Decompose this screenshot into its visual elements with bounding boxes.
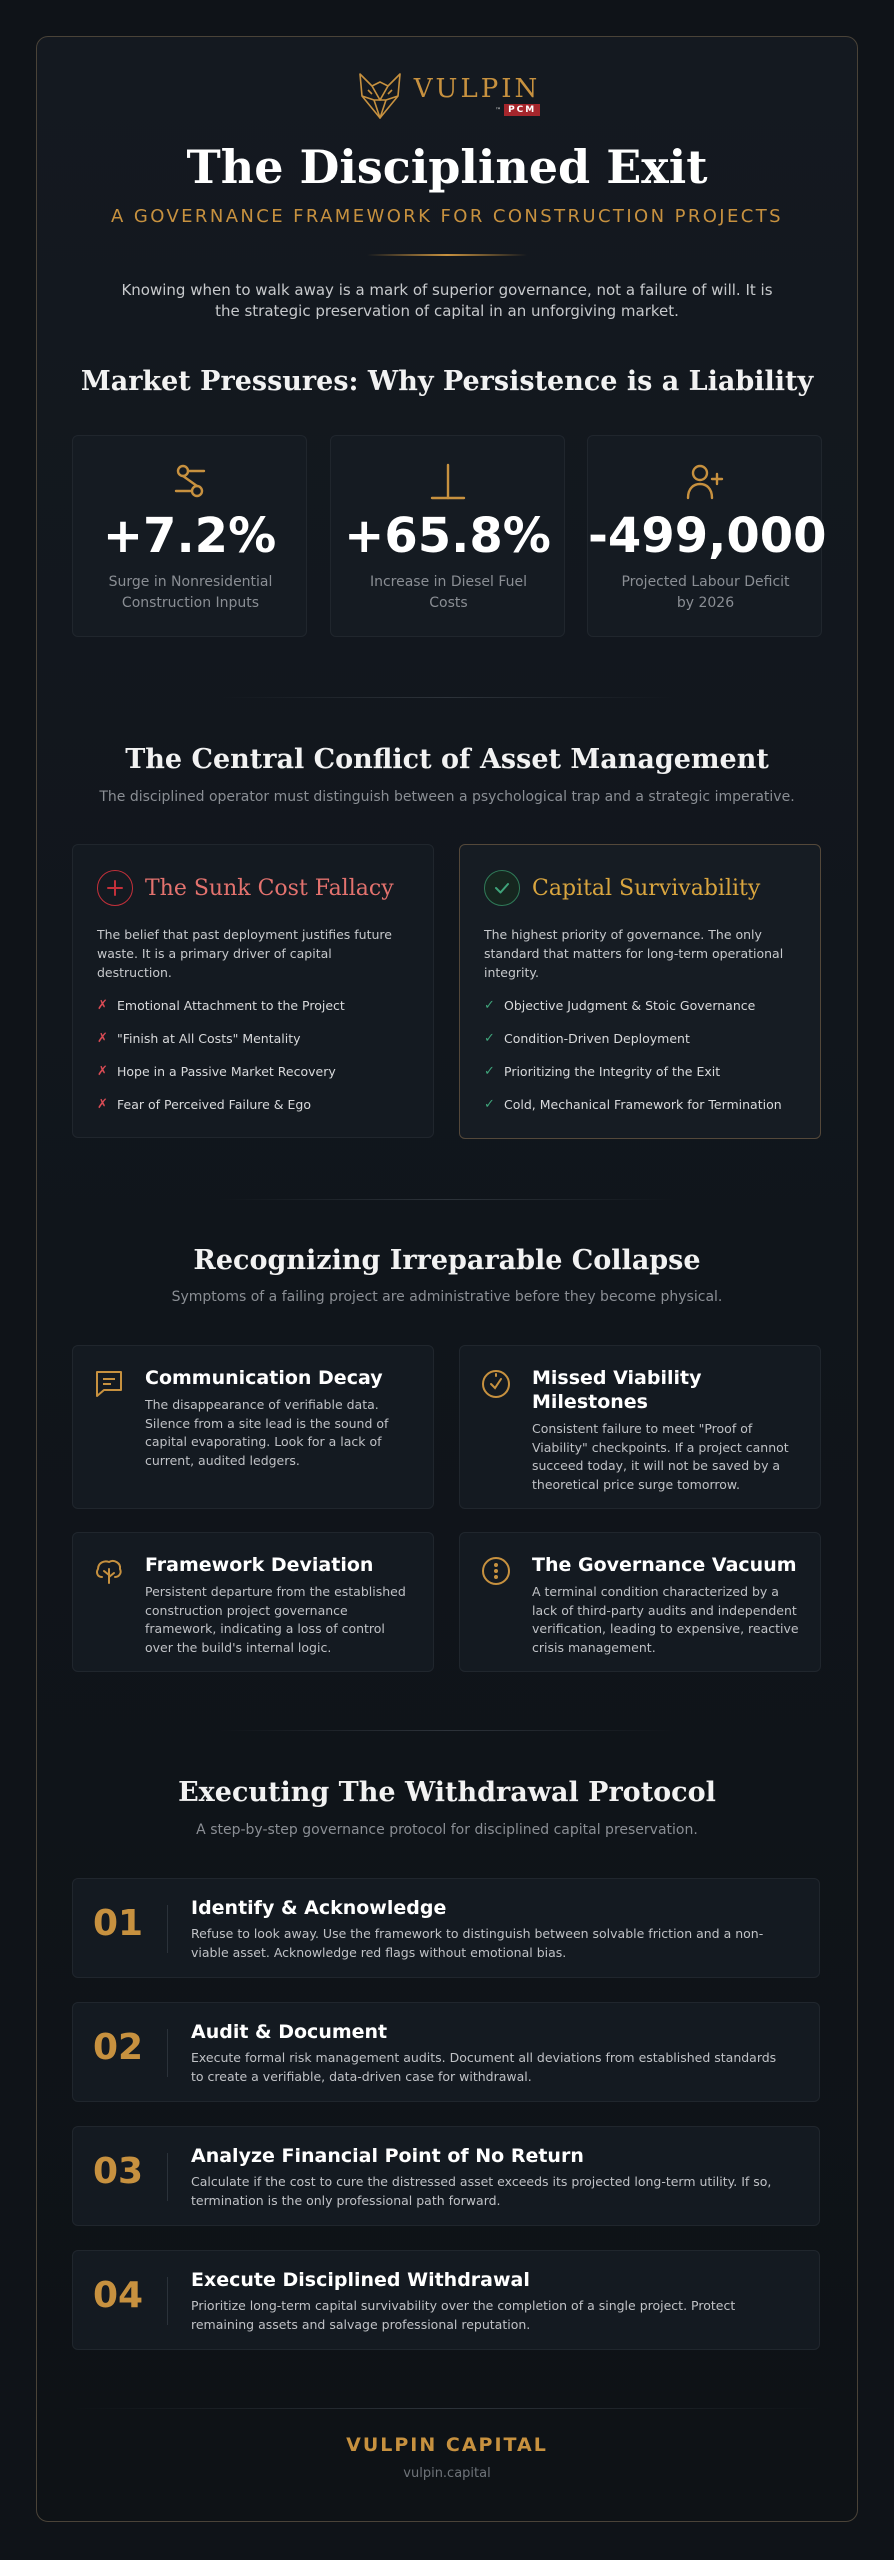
step-description: Calculate if the cost to cure the distressed asset exceeds its projected long-term utility. If so, termination is the only professional path forward.: [191, 2174, 772, 2208]
stat-label: Projected Labour Deficit by 2026: [621, 574, 790, 611]
protocol-title: Executing The Withdrawal Protocol: [178, 1777, 716, 1808]
step-title: Execute Disciplined Withdrawal: [191, 2269, 530, 2291]
step-separator: [167, 1905, 168, 1953]
section-divider: [220, 1199, 674, 1200]
survivability-list: [484, 998, 796, 1130]
stat-label: Increase in Diesel Fuel Costs: [369, 574, 528, 611]
step-number: 04: [93, 2275, 144, 2316]
list-item: ✓ Cold, Mechanical Framework for Termination: [484, 1097, 782, 1112]
step-number: 03: [93, 2151, 144, 2192]
capital-survivability-card: [459, 844, 821, 1139]
symptom-card-governance-vacuum: [459, 1532, 821, 1672]
conflict-subtitle: The disciplined operator must distinguish between a psychological trap and a strategic imperative.: [99, 789, 795, 805]
symptom-description: Consistent failure to meet "Proof of Viability" checkpoints. If a project cannot succeed today, it will not be saved by a theoretical price surge tomorrow.: [532, 1421, 789, 1492]
symptom-card-communication: [72, 1345, 434, 1509]
step-number: 02: [93, 2027, 144, 2068]
symptom-description: Persistent departure from the established construction project governance framework, indicating a loss of control over the build's internal logic.: [145, 1584, 406, 1655]
logo-pcm-badge: PCM: [504, 104, 540, 116]
list-item: ✓ Prioritizing the Integrity of the Exit: [484, 1064, 721, 1079]
vertical-dots-circle-icon: [480, 1555, 512, 1587]
step-number: 01: [93, 1903, 144, 1944]
conflict-title: The Central Conflict of Asset Management: [125, 744, 769, 775]
step-title: Audit & Document: [191, 2021, 388, 2043]
sliders-icon: [170, 462, 210, 502]
logo-wordmark: VULPIN: [413, 74, 541, 104]
protocol-subtitle: A step-by-step governance protocol for disciplined capital preservation.: [196, 1822, 698, 1838]
step-separator: [167, 2277, 168, 2325]
symptom-card-milestones: [459, 1345, 821, 1509]
logo-trademark: ™: [495, 106, 502, 114]
list-item: ✓ Condition-Driven Deployment: [484, 1031, 690, 1046]
x-mark-icon: ✗: [97, 1064, 108, 1079]
step-card-4: [72, 2250, 820, 2350]
step-card-3: [72, 2126, 820, 2226]
list-item: ✗ Emotional Attachment to the Project: [97, 998, 345, 1013]
title-divider: [367, 254, 527, 256]
sunk-cost-title: The Sunk Cost Fallacy: [145, 875, 394, 901]
intro-text: Knowing when to walk away is a mark of superior governance, not a failure of will. It is the strategic preservation of capital in an unforgiving market.: [121, 281, 773, 320]
sunk-cost-card: [72, 844, 434, 1138]
message-square-icon: [93, 1368, 125, 1400]
collapse-subtitle: Symptoms of a failing project are administrative before they become physical.: [171, 1289, 723, 1305]
x-mark-icon: ✗: [97, 1097, 108, 1112]
stat-value: +7.2%: [102, 508, 277, 564]
symptom-description: The disappearance of verifiable data. Silence from a site lead is the sound of capital evaporating. Look for a lack of current, audited ledgers.: [145, 1397, 389, 1468]
stat-value: -499,000: [588, 508, 827, 564]
pressures-title: Market Pressures: Why Persistence is a Liability: [80, 366, 814, 397]
check-circle-icon: [484, 870, 520, 906]
symptom-title: Communication Decay: [145, 1367, 383, 1389]
section-divider: [220, 1730, 674, 1731]
list-item: ✗ "Finish at All Costs" Mentality: [97, 1031, 301, 1046]
symptom-card-framework: [72, 1532, 434, 1672]
list-item: ✗ Hope in a Passive Market Recovery: [97, 1064, 336, 1079]
check-mark-icon: ✓: [484, 998, 495, 1013]
footer-divider: [72, 2408, 822, 2409]
survivability-title: Capital Survivability: [532, 875, 761, 901]
survivability-description: The highest priority of governance. The only standard that matters for long-term operational integrity.: [484, 927, 784, 980]
user-plus-icon: [685, 462, 725, 502]
step-separator: [167, 2029, 168, 2077]
step-description: Prioritize long-term capital survivability over the completion of a single project. Protect remaining assets and salvage professional reputation.: [191, 2298, 736, 2332]
stat-card-inputs: [72, 435, 307, 637]
section-divider: [220, 697, 674, 698]
x-mark-icon: ✗: [97, 998, 108, 1013]
clock-check-icon: [480, 1368, 512, 1400]
symptom-title: Missed Viability Milestones: [532, 1367, 702, 1413]
page-title: The Disciplined Exit: [186, 140, 708, 194]
x-mark-icon: ✗: [97, 1031, 108, 1046]
step-description: Execute formal risk management audits. Document all deviations from established standards to create a verifiable, data-driven case for withdrawal.: [191, 2050, 777, 2084]
step-title: Identify & Acknowledge: [191, 1897, 447, 1919]
check-mark-icon: ✓: [484, 1031, 495, 1046]
stat-value: +65.8%: [344, 508, 551, 564]
footer-brand: VULPIN CAPITAL: [346, 2434, 548, 2456]
footer-url-link[interactable]: vulpin.capital: [403, 2466, 491, 2481]
list-item: ✓ Objective Judgment & Stoic Governance: [484, 998, 756, 1013]
symptom-description: A terminal condition characterized by a lack of third-party audits and independent verification, leading to expensive, reactive crisis management.: [532, 1584, 799, 1655]
branch-icon: [93, 1555, 125, 1587]
step-description: Refuse to look away. Use the framework to distinguish between solvable friction and a non-viable asset. Acknowledge red flags without emotional bias.: [191, 1926, 764, 1960]
symptom-title: Framework Deviation: [145, 1554, 374, 1576]
list-item: ✗ Fear of Perceived Failure & Ego: [97, 1097, 311, 1112]
fox-logo-icon: [354, 70, 406, 122]
symptom-title: The Governance Vacuum: [532, 1554, 797, 1576]
plus-circle-icon: [97, 870, 133, 906]
check-mark-icon: ✓: [484, 1064, 495, 1079]
collapse-title: Recognizing Irreparable Collapse: [193, 1245, 701, 1276]
step-title: Analyze Financial Point of No Return: [191, 2145, 584, 2167]
check-mark-icon: ✓: [484, 1097, 495, 1112]
step-card-2: [72, 2002, 820, 2102]
page-subtitle: A GOVERNANCE FRAMEWORK FOR CONSTRUCTION PROJECTS: [111, 206, 783, 227]
stat-label: Surge in Nonresidential Construction Inputs: [108, 574, 273, 611]
step-card-1: [72, 1878, 820, 1978]
sunk-cost-description: The belief that past deployment justifies future waste. It is a primary driver of capital destruction.: [97, 927, 392, 980]
logo: [0, 70, 894, 122]
step-separator: [167, 2153, 168, 2201]
stat-card-diesel: [330, 435, 565, 637]
sunk-cost-list: [97, 998, 409, 1130]
fuel-icon: [428, 462, 468, 502]
stat-card-labour: [587, 435, 827, 637]
